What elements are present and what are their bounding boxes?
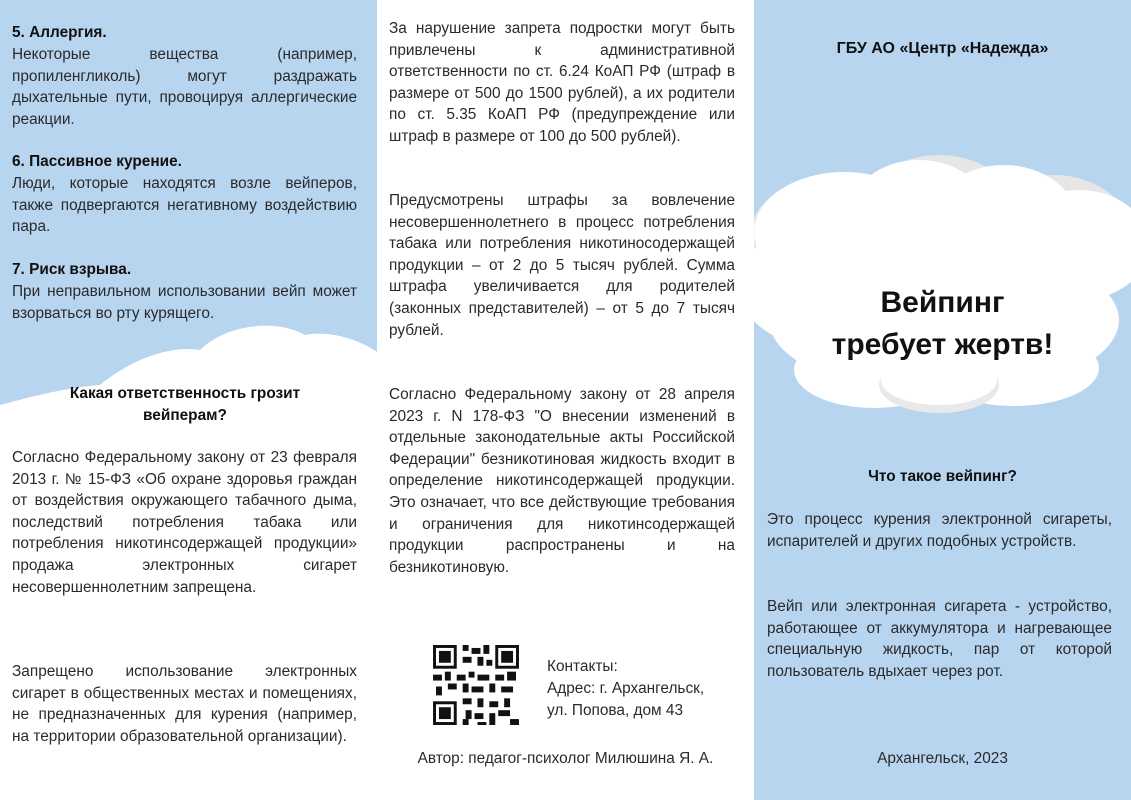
what-text: Это процесс курения электронной сигареты, испарителей и других подобных устройств.	[767, 511, 1112, 550]
fine-involvement-text: Предусмотрены штрафы за вовлечение несовершеннолетнего в процесс потребления табака или потребления никотиносодержащей продукции – от 2 до 5 тысяч рублей. Сумма штрафа увеличивается для родителей (законных представителей) – от 5 до 7 тысяч рублей.	[389, 192, 735, 339]
contacts-label: Контакты:	[547, 658, 618, 675]
qr-code	[432, 645, 520, 725]
prohibited-text: Запрещено использование электронных сигарет в общественных местах и помещениях, не предназначенных для курения (например, на территории образовательной организации).	[12, 663, 357, 745]
organization-name: ГБУ АО «Центр «Надежда»	[836, 40, 1049, 57]
allergy-text: Некоторые вещества (например, пропиленгликоль) могут раздражать дыхательные пути, провоцируя аллергические реакции.	[12, 46, 357, 128]
passive-text: Люди, которые находятся возле вейперов, также подвергаются негативному воздействию пара.	[12, 175, 357, 236]
title-line-1: Вейпинг	[880, 286, 1005, 319]
contacts-block	[547, 656, 704, 722]
passive-heading: 6. Пассивное курение.	[12, 153, 182, 170]
vape-text: Вейп или электронная сигарета - устройство, работающее от аккумулятора и нагревающее специальную жидкость, пар от которой пользователь вдыхает через рот.	[767, 598, 1112, 680]
author-credit: Автор: педагог-психолог Милюшина Я. А.	[417, 750, 714, 767]
explosion-heading: 7. Риск взрыва.	[12, 261, 132, 278]
address-line-2: ул. Попова, дом 43	[547, 702, 684, 719]
law-178-text: Согласно Федеральному закону от 28 апреля 2023 г. N 178-ФЗ "О внесении изменений в отдельные законодательные акты Российской Федерации" безникотиновая жидкость входит в определение никотинсодержащей продукции. Это означает, что все действующие требования и ограничения для никотинсодержащей продукции распространены и на безникотиновую.	[389, 386, 735, 576]
brochure-title	[754, 282, 1131, 366]
panel-left	[0, 0, 377, 800]
title-cloud	[754, 0, 1131, 440]
allergy-heading: 5. Аллергия.	[12, 24, 107, 41]
panel-right	[754, 0, 1131, 800]
fine-teens-text: За нарушение запрета подростки могут быть привлечены к административной ответственности по ст. 6.24 КоАП РФ (штраф в размере от 500 до 1500 рублей), а их родители по ст. 5.35 КоАП РФ (предупреждение или штраф в размере от 100 до 500 рублей).	[389, 20, 735, 145]
address-line-1: Адрес: г. Архангельск,	[547, 680, 705, 697]
what-heading: Что такое вейпинг?	[868, 468, 1017, 485]
explosion-text: При неправильном использовании вейп может взорваться во рту курящего.	[12, 283, 357, 322]
law-text: Согласно Федеральному закону от 23 февраля 2013 г. № 15-ФЗ «Об охране здоровья граждан от воздействия окружающего табачного дыма, последствий потребления табака или потребления никотинсодержащей продукции» продажа электронных сигарет несовершеннолетним запрещена.	[12, 449, 357, 596]
title-line-2: требует жертв!	[831, 328, 1054, 361]
city-year: Архангельск, 2023	[877, 750, 1008, 767]
responsibility-heading: Какая ответственность грозит вейперам?	[69, 385, 301, 424]
